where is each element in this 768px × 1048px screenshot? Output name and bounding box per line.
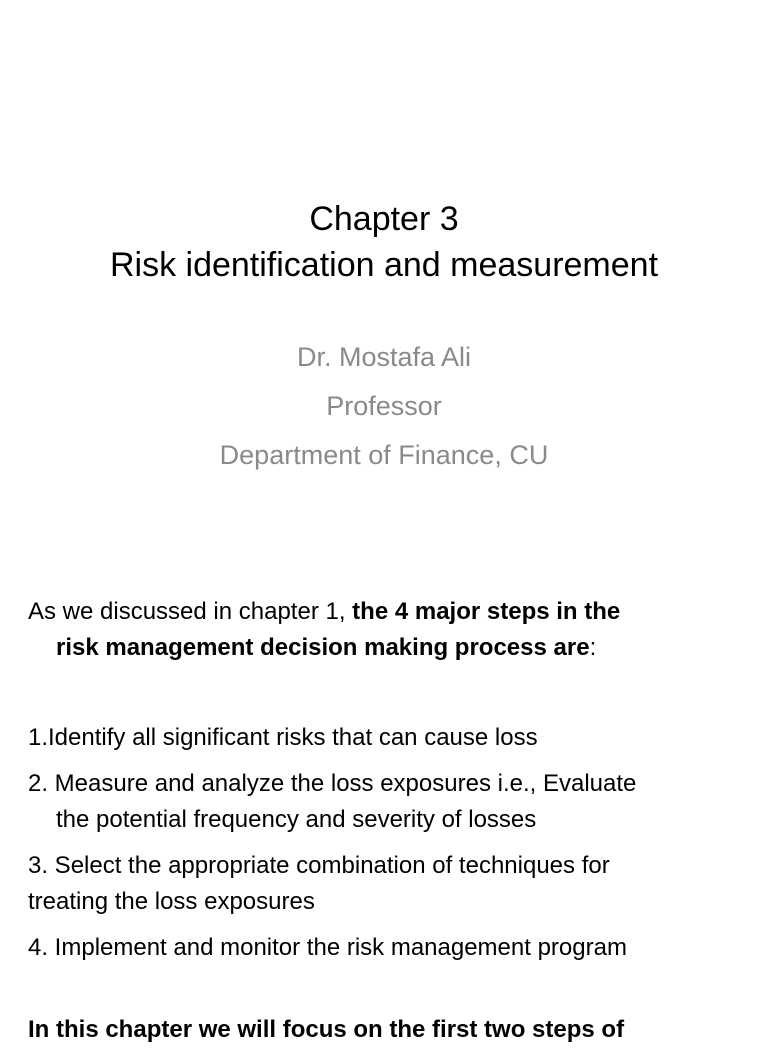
- step-3-continuation: treating the loss exposures: [28, 888, 315, 915]
- author-name: Dr. Mostafa Ali: [296, 342, 472, 372]
- list-item: [28, 930, 758, 966]
- step-1-text: 1.Identify all significant risks that can cause loss: [28, 724, 538, 751]
- author-department: Department of Finance, CU: [219, 440, 549, 470]
- step-4-text: 4. Implement and monitor the risk management program: [28, 934, 627, 961]
- list-item: [28, 848, 758, 920]
- intro-bold-text-2: risk management decision making process are: [56, 634, 590, 661]
- step-2-text: 2. Measure and analyze the loss exposures i.e., Evaluate: [28, 770, 637, 797]
- steps-list: [28, 720, 758, 976]
- chapter-title: Risk identification and measurement: [109, 246, 659, 284]
- intro-bold-text-1: the 4 major steps in the: [352, 598, 621, 625]
- intro-paragraph: [28, 594, 748, 666]
- list-item: [28, 766, 758, 838]
- intro-colon: :: [589, 634, 597, 661]
- step-2-continuation: the potential frequency and severity of losses: [56, 806, 537, 833]
- step-3-text: 3. Select the appropriate combination of techniques for: [28, 852, 610, 879]
- author-role: Professor: [326, 391, 442, 421]
- cut-off-text: In this chapter we will focus on the first two steps of: [28, 1016, 625, 1043]
- slide-subtitle: [0, 333, 768, 480]
- slide-title: [0, 196, 768, 288]
- content-slide: [0, 576, 768, 1043]
- chapter-number: Chapter 3: [309, 200, 459, 238]
- intro-plain-text: As we discussed in chapter 1,: [28, 598, 353, 625]
- list-item: [28, 720, 758, 756]
